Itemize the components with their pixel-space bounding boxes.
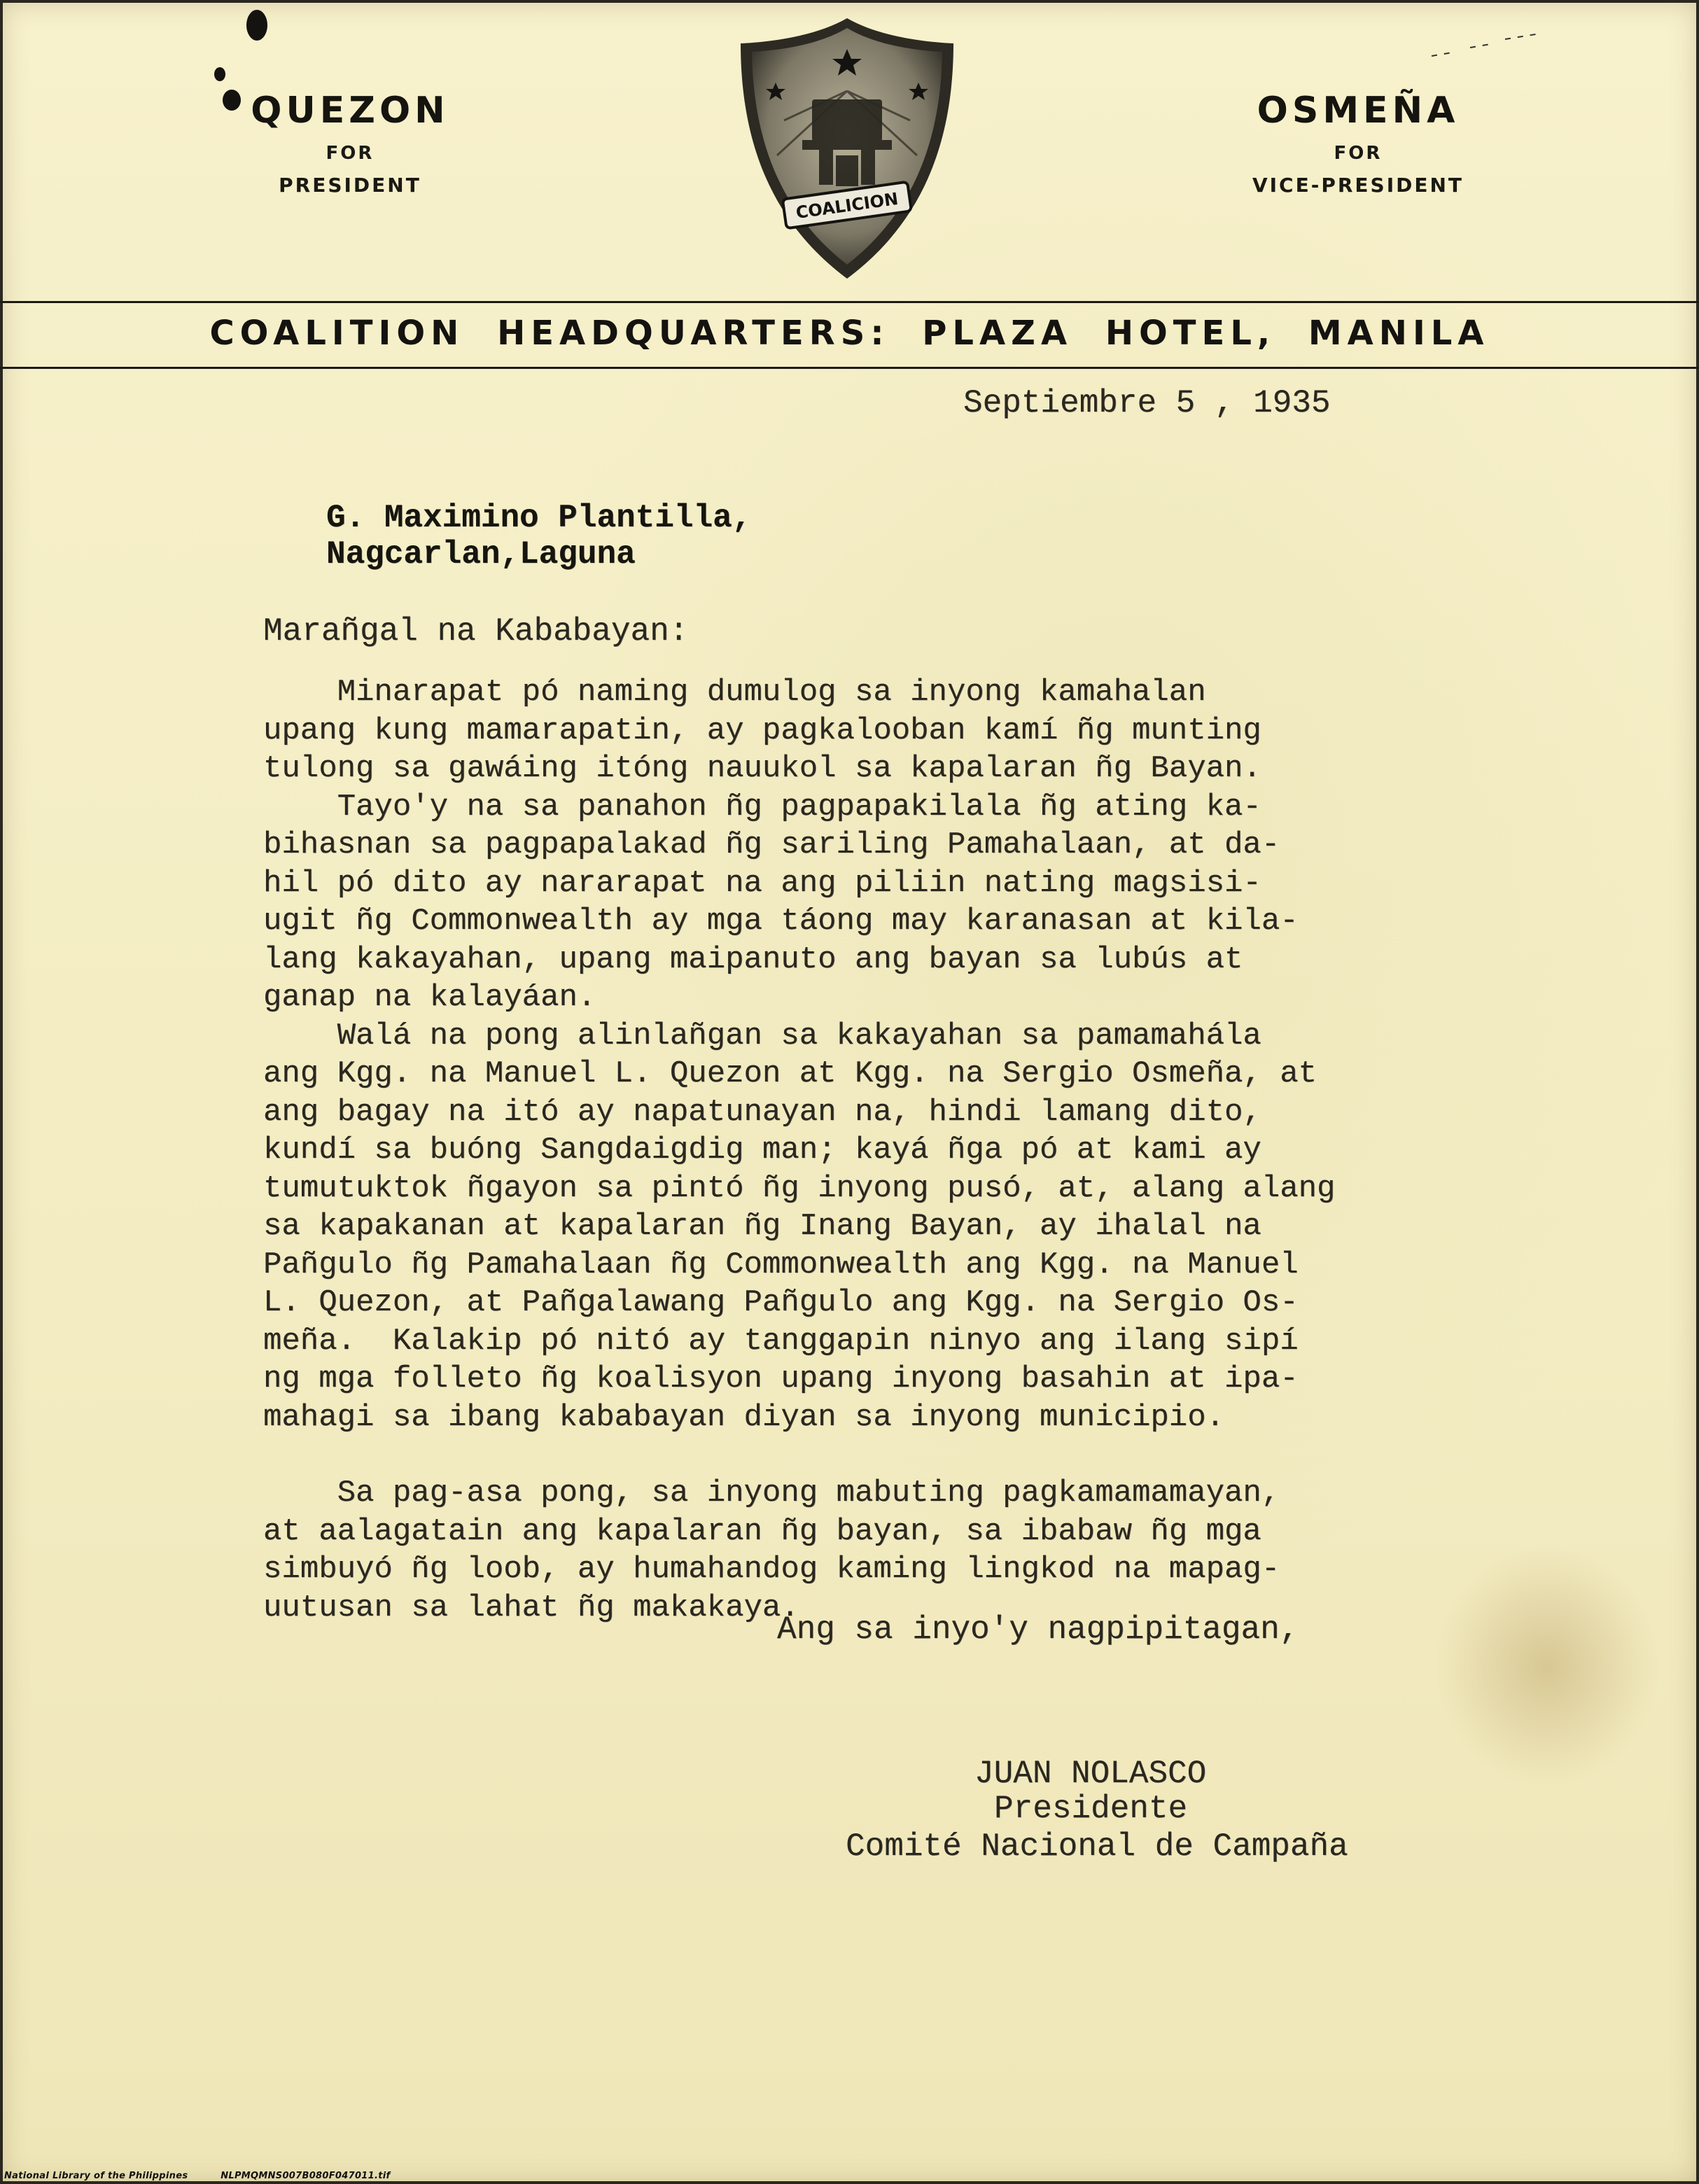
for-label: FOR (1334, 143, 1383, 164)
letter-date: Septiembre 5 , 1935 (963, 385, 1331, 421)
paragraph-gap (263, 1436, 1523, 1474)
candidate-vice-president-name: OSMEÑA (1257, 90, 1460, 132)
office-vice-president: VICE-PRESIDENT (1252, 174, 1464, 197)
body-line: at aalagatain ang kapalaran ñg bayan, sa ibabaw ñg mga (263, 1513, 1261, 1549)
body-line: L. Quezon, at Pañgalawang Pañgulo ang Kgg. na Sergio Os- (263, 1285, 1299, 1320)
body-line: sa kapakanan at kapalaran ñg Inang Bayan, ay ihalal na (263, 1209, 1261, 1244)
pen-marks (1428, 28, 1554, 63)
salutation: Marañgal na Kababayan: (263, 613, 689, 650)
body-line: meña. Kalakip pó nitó ay tanggapin ninyo ang ilang sipí (263, 1323, 1299, 1359)
body-line: Walá na pong alinlañgan sa kakayahan sa pamamahála (263, 1018, 1261, 1054)
body-line: Tayo'y na sa panahon ñg pagpapakilala ñg ating ka- (263, 789, 1261, 825)
body-line: ganap na kalayáan. (263, 980, 596, 1015)
coalicion-shield-emblem (735, 15, 959, 281)
body-line: tulong sa gawáing itóng nauukol sa kapalaran ñg Bayan. (263, 751, 1261, 786)
headquarters-line: COALITION HEADQUARTERS: PLAZA HOTEL, MANILA (209, 314, 1490, 353)
library-name: National Library of the Philippines (4, 2171, 188, 2181)
body-line: ang bagay na itó ay napatunayan na, hindi lamang dito, (263, 1094, 1261, 1130)
body-line: Minarapat pó naming dumulog sa inyong kamahalan (263, 675, 1206, 710)
complimentary-close: Ang sa inyo'y nagpipitagan, (777, 1611, 1299, 1648)
body-line: mahagi sa ibang kababayan diyan sa inyong municipio. (263, 1399, 1225, 1435)
candidate-president-name: QUEZON (251, 90, 449, 132)
body-line: kundí sa buóng Sangdaigdig man; kayá ñga pó at kami ay (263, 1133, 1261, 1168)
emblem-ribbon-label: COALICION (795, 188, 900, 223)
recipient-location: Nagcarlan,Laguna (326, 536, 636, 573)
ink-blot (214, 67, 225, 81)
signatory-title: Presidente (994, 1791, 1188, 1827)
body-line: Pañgulo ñg Pamahalaan ñg Commonwealth ang Kgg. na Manuel (263, 1247, 1299, 1282)
for-label: FOR (326, 143, 375, 164)
office-president: PRESIDENT (279, 174, 421, 197)
ink-blot (246, 10, 267, 41)
bottom-rule (0, 367, 1699, 369)
body-line: ng mga folleto ñg koalisyon upang inyong basahin at ipa- (263, 1362, 1299, 1396)
body-line: tumutuktok ñgayon sa pintó ñg inyong pusó, at, alang alang (263, 1170, 1336, 1206)
body-line: simbuyó ñg loob, ay humahandog kaming lingkod na mapag- (263, 1552, 1280, 1587)
letter-body (263, 673, 1523, 1627)
signatory-name: JUAN NOLASCO (974, 1756, 1207, 1792)
body-line: upang kung mamarapatin, ay pagkalooban kamí ñg munting (263, 713, 1261, 748)
body-line: uutusan sa lahat ñg makakaya. (263, 1590, 799, 1625)
recipient-name: G. Maximino Plantilla, (326, 500, 752, 536)
body-line: bihasnan sa pagpapalakad ñg sariling Pamahalaan, at da- (263, 827, 1280, 862)
body-line: lang kakayahan, upang maipanuto ang bayan sa lubús at (263, 941, 1243, 977)
file-id: NLPMQMNS007B080F047011.tif (221, 2171, 391, 2181)
body-line: ang Kgg. na Manuel L. Quezon at Kgg. na Sergio Osmeña, at (263, 1056, 1317, 1091)
body-line: Sa pag-asa pong, sa inyong mabuting pagkamamamayan, (263, 1476, 1280, 1511)
signatory-organization: Comité Nacional de Campaña (846, 1828, 1348, 1865)
archive-footer (4, 2171, 984, 2181)
top-rule (0, 301, 1699, 303)
body-line: hil pó dito ay nararapat na ang piliin nating magsisi- (263, 865, 1261, 901)
body-line: ugit ñg Commonwealth ay mga táong may karanasan at kila- (263, 904, 1299, 939)
